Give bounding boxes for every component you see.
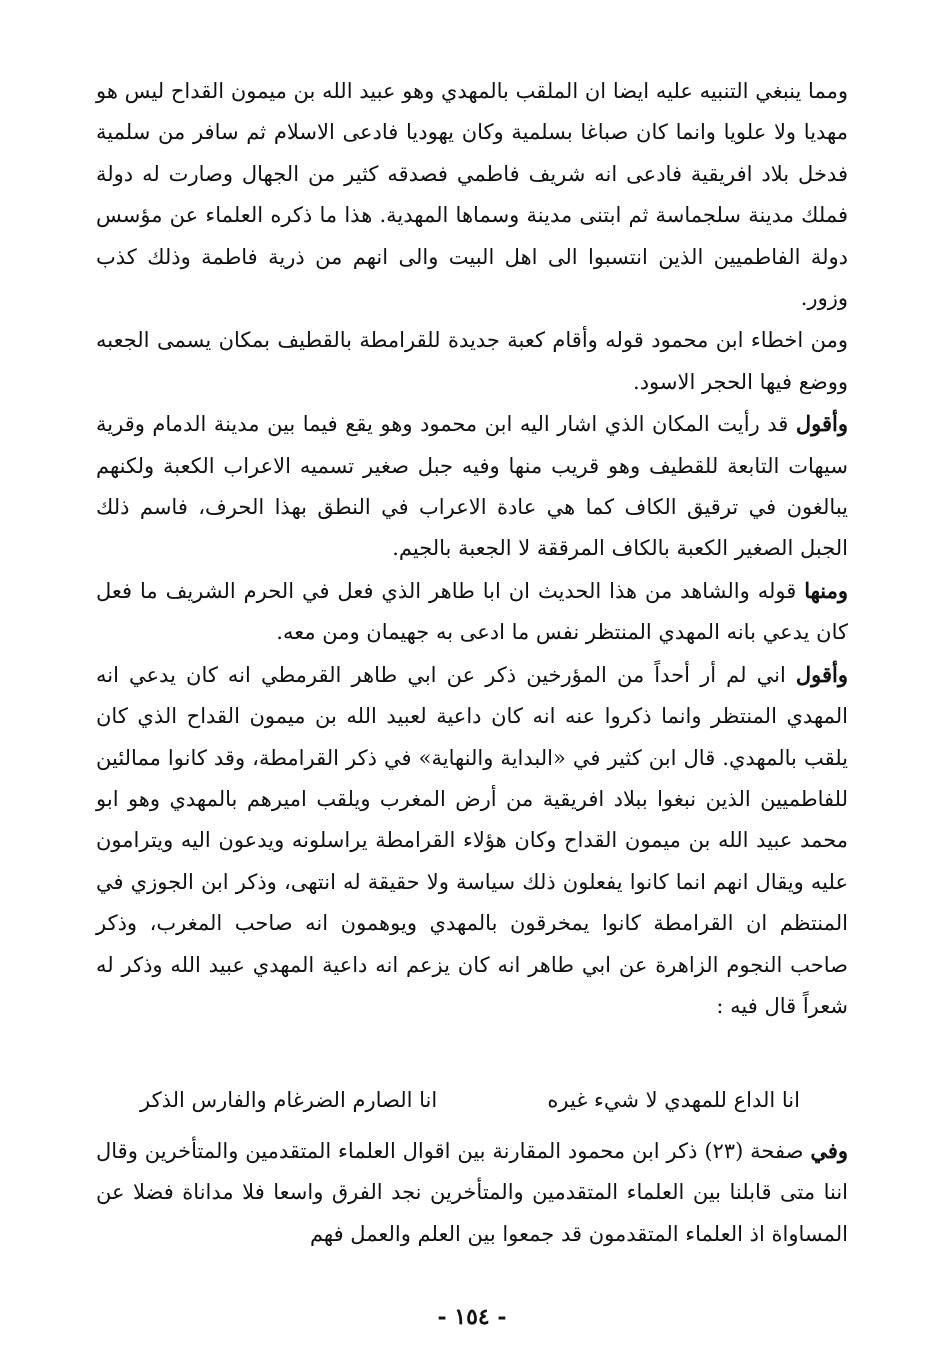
- paragraph-text: قد رأيت المكان الذي اشار اليه ابن محمود وهو يقع فيما بين مدينة الدمام وقرية سيهات التابعة للقطيف وهو قريب منها وفيه جبل صغير تسميه الاعراب الكعبة ولكنهم يبالغون في ترقيق الكاف كما هي عادة الاعراب في النطق بهذا الحرف، فاسم ذلك الجبل الصغير الكعبة بالكاف المرققة لا الجعبة بالجيم.: [96, 412, 848, 561]
- closing-text: [96, 1130, 848, 1255]
- page-number: - ١٥٤ -: [437, 1304, 507, 1330]
- paragraph-new-kaaba-claim: [96, 319, 848, 403]
- paragraph-mahdi-origin: [96, 70, 848, 319]
- paragraph-reply-place: [96, 403, 848, 570]
- paragraph-scholars-comparison: [96, 1130, 848, 1255]
- paragraph-text: صفحة (٢٣) ذكر ابن محمود المقارنة بين اقوال العلماء المتقدمين والمتأخرين وقال اننا متى قابلنا بين العلماء المتقدمين والمتأخرين نجد الفرق واسعا فلا مداناة فضلا عن المساواة اذ العلماء المتقدمون قد جمعوا بين العلم والعمل فهم: [96, 1139, 848, 1246]
- paragraph-lead: وأقول: [795, 411, 848, 437]
- paragraph-reply-historians: [96, 654, 848, 1028]
- poem-second-hemistich: انا الصارم الضرغام والفارس الذكر: [140, 1088, 438, 1112]
- poem-first-hemistich: انا الداع للمهدي لا شيء غيره: [547, 1088, 800, 1112]
- paragraph-lead: وأقول: [795, 661, 848, 687]
- paragraph-text: ومما ينبغي التنبيه عليه ايضا ان الملقب بالمهدي وهو عبيد الله بن ميمون القداح ليس هو مهديا ولا علويا وانما كان صباغا بسلمية وكان يهوديا فادعى الاسلام ثم سافر من سلمية فدخل بلاد افريقية فادعى انه شريف فاطمي فصدقه كثير من الجهال وصارت له دولة فملك مدينة سلجماسة ثم ابتنى مدينة وسماها المهدية. هذا ما ذكره العلماء عن مؤسس دولة الفاطميين الذين انتسبوا الى اهل البيت والى انهم من ذرية فاطمة وذلك كذب وزور.: [96, 79, 848, 311]
- main-text: [96, 70, 848, 1027]
- paragraph-lead: وفي: [810, 1138, 848, 1163]
- paragraph-text: قوله والشاهد من هذا الحديث ان ابا طاهر الذي فعل في الحرم الشريف ما فعل كان يدعي بانه المهدي المنتظر نفس ما ادعى به جهيمان ومن معه.: [96, 578, 848, 645]
- paragraph-abu-tahir-claim: [96, 570, 848, 654]
- paragraph-text: اني لم أر أحداً من المؤرخين ذكر عن ابي طاهر القرمطي انه كان يدعي انه المهدي المنتظر وانما ذكروا عنه انه كان داعية لعبيد الله بن ميمون القداح الذي كان يلقب بالمهدي. قال ابن كثير في «البداية والنهاية» في ذكر القرامطة، وقد كانوا ممالئين للفاطميين الذين نبغوا ببلاد افريقية من أرض المغرب ويلقب اميرهم بالمهدي وهو ابو محمد عبيد الله بن ميمون القداح وكان هؤلاء القرامطة يراسلونه ويدعون اليه ويترامون عليه ويقال انهم انما كانوا يفعلون ذلك سياسة ولا حقيقة له انتهى، وذكر ابن الجوزي في المنتظم ان القرامطة كانوا يمخرقون بالمهدي ويوهمون انه صاحب المغرب، وذكر صاحب النجوم الزاهرة عن ابي طاهر انه كان يزعم انه داعية المهدي عبيد الله وذكر له شعراً قال فيه :: [96, 662, 848, 1018]
- paragraph-text: ومن اخطاء ابن محمود قوله وأقام كعبة جديدة للقرامطة بالقطيف بمكان يسمى الجعبه ووضع فيها الحجر الاسود.: [96, 328, 848, 394]
- paragraph-lead: ومنها: [804, 577, 848, 603]
- poem-verse: [140, 1078, 800, 1122]
